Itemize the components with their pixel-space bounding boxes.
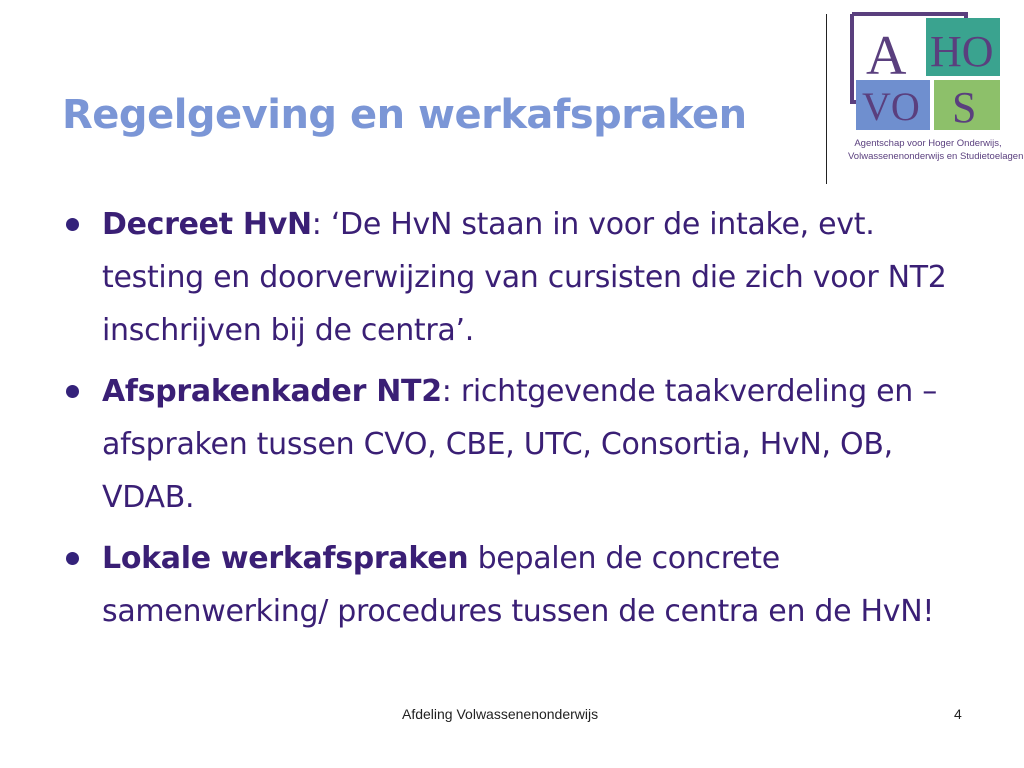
logo-caption-line-1: Agentschap voor Hoger Onderwijs, [854,138,1002,149]
bullet-body: : richtgevende taakverdeling en –afspraken tussen CVO, CBE, UTC, Consortia, HvN, OB, VDAB. [102,374,937,515]
ahovos-logo [848,10,1024,170]
logo-letter-a: A [866,25,907,87]
logo-letter-s: S [952,83,977,132]
header-divider [826,14,827,184]
bullet-bold: Lokale werkafspraken [102,541,469,576]
bullet-dot-icon [66,552,79,565]
bullet-text [102,374,937,515]
page-number: 4 [954,706,962,722]
bullet-item [62,532,982,638]
bullet-body: : ‘De HvN staan in voor de intake, evt. testing en doorverwijzing van cursisten die zich voor NT2 inschrijven bij de centra’. [102,207,947,348]
bullet-text [102,541,934,629]
bullet-list [62,198,982,646]
bullet-bold: Afsprakenkader NT2 [102,374,442,409]
bullet-text [102,207,947,348]
slide-title: Regelgeving en werkafspraken [62,92,747,138]
logo-letters-ho: HO [930,27,994,76]
bullet-dot-icon [66,385,79,398]
bullet-dot-icon [66,218,79,231]
bullet-body: bepalen de concrete samenwerking/ procedures tussen de centra en de HvN! [102,541,935,629]
bullet-item [62,198,982,357]
bullet-bold: Decreet HvN [102,207,312,242]
logo-caption-line-2: Volwassenenonderwijs en Studietoelagen [848,151,1024,162]
ahovos-logo-mark [848,10,1008,135]
bullet-item [62,365,982,524]
logo-letters-vo: VO [862,84,920,129]
slide-footer: Afdeling Volwassenenonderwijs [402,706,599,722]
